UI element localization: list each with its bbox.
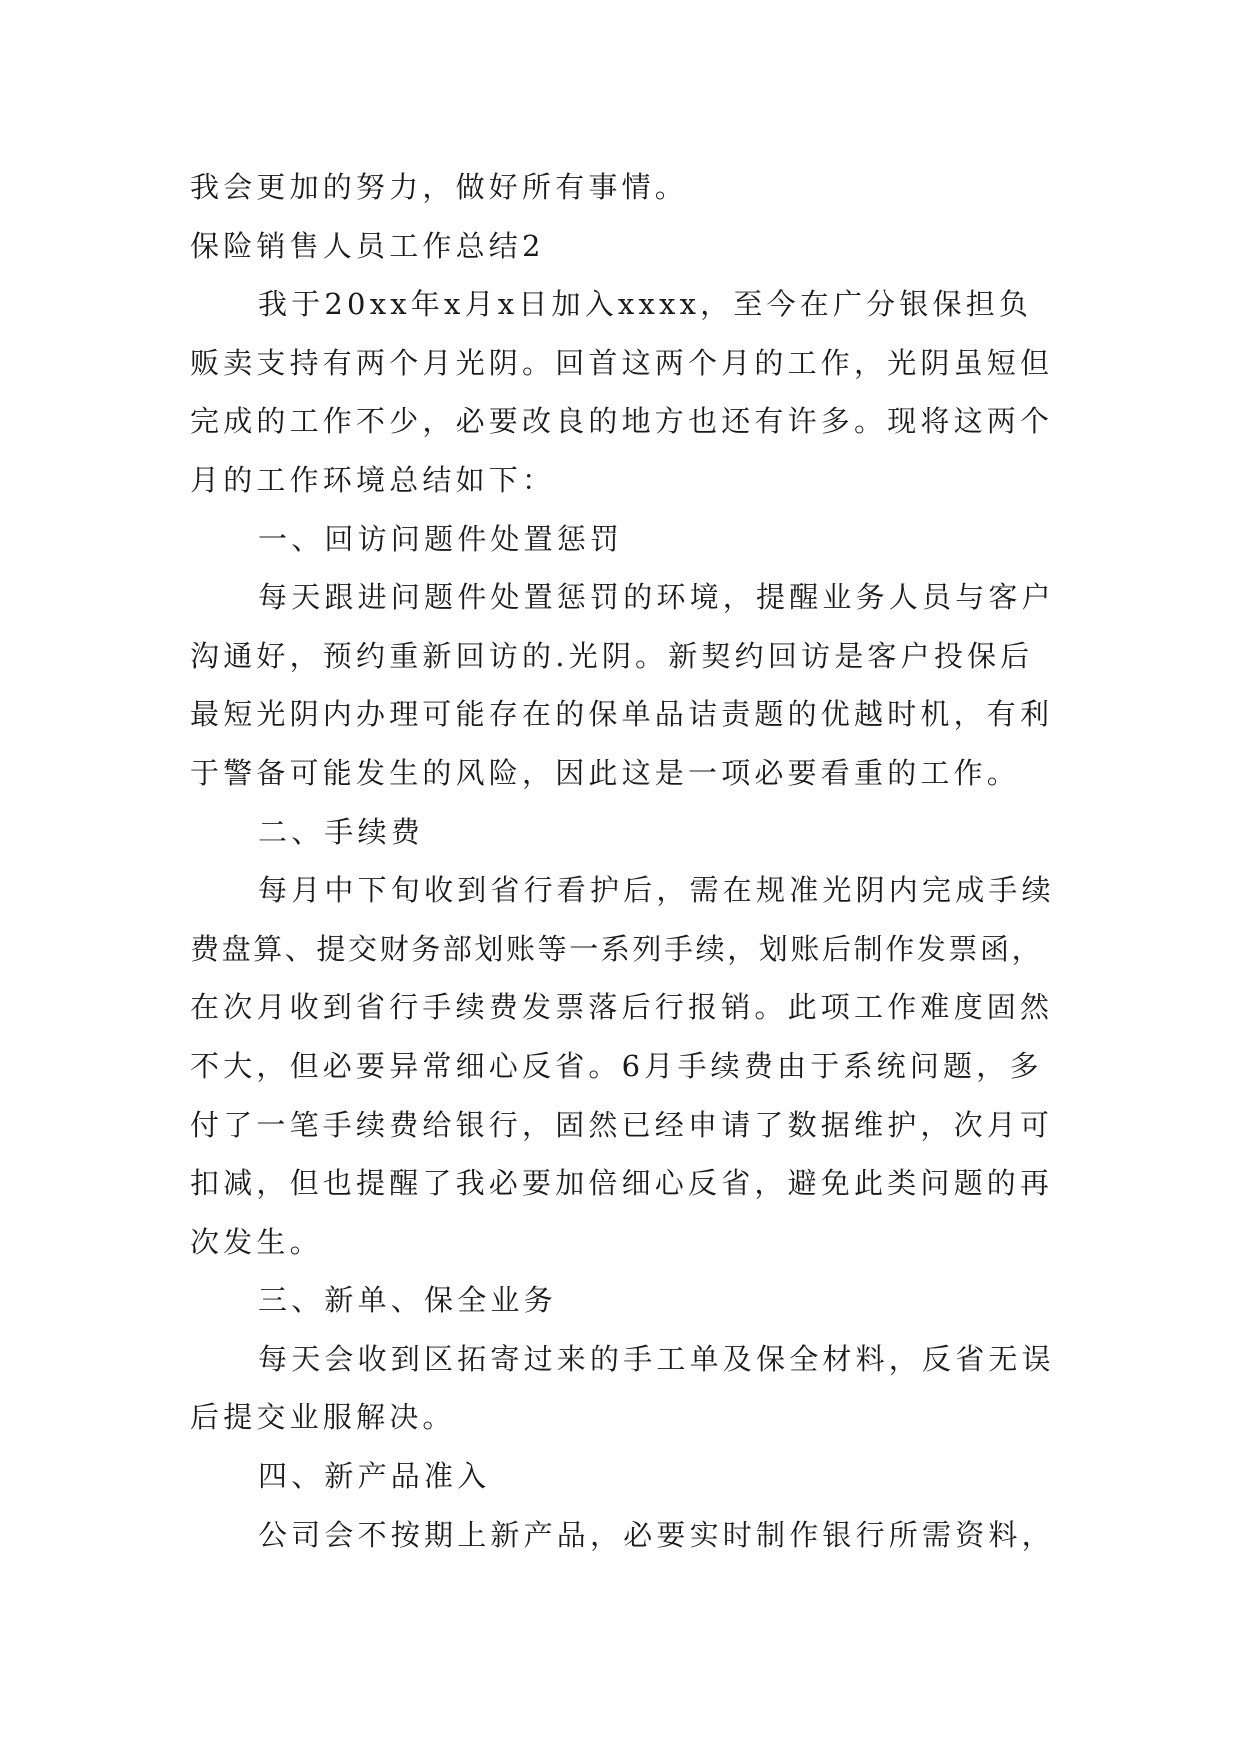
paragraph-line: 完成的工作不少，必要改良的地方也还有许多。现将这两个: [190, 404, 1054, 439]
paragraph-line: 次发生。: [190, 1224, 323, 1259]
section-heading: 三、新单、保全业务: [258, 1283, 557, 1318]
paragraph-line: 每月中下旬收到省行看护后，需在规准光阴内完成手续: [258, 873, 1055, 908]
paragraph-line: 沟通好，预约重新回访的.光阴。新契约回访是客户投保后: [190, 638, 1034, 673]
section-heading: 一、回访问题件处置惩罚: [258, 521, 624, 556]
paragraph-line: 后提交业服解决。: [190, 1400, 456, 1435]
paragraph-line: 付了一笔手续费给银行，固然已经申请了数据维护，次月可: [190, 1107, 1054, 1142]
paragraph-line: 贩卖支持有两个月光阴。回首这两个月的工作，光阴虽短但: [190, 345, 1054, 380]
paragraph-line: 月的工作环境总结如下：: [190, 462, 556, 497]
paragraph-line: 公司会不按期上新产品，必要实时制作银行所需资料，: [258, 1517, 1055, 1552]
paragraph-line: 我于20xx年x月x日加入xxxx，至今在广分银保担负: [258, 287, 1033, 322]
paragraph-line: 于警备可能发生的风险，因此这是一项必要看重的工作。: [190, 755, 1021, 790]
section-title: 保险销售人员工作总结2: [190, 228, 545, 263]
section-heading: 二、手续费: [258, 814, 425, 849]
paragraph-line: 每天会收到区拓寄过来的手工单及保全材料，反省无误: [258, 1341, 1055, 1376]
paragraph-line: 我会更加的努力，做好所有事情。: [190, 170, 689, 204]
paragraph-line: 最短光阴内办理可能存在的保单品诘责题的优越时机，有利: [190, 697, 1054, 732]
paragraph-line: 费盘算、提交财务部划账等一系列手续，划账后制作发票函，: [190, 931, 1044, 966]
paragraph-line: 不大，但必要异常细心反省。6月手续费由于系统问题，多: [190, 1048, 1043, 1083]
paragraph-line: 在次月收到省行手续费发票落后行报销。此项工作难度固然: [190, 990, 1054, 1025]
paragraph-line: 每天跟进问题件处置惩罚的环境，提醒业务人员与客户: [258, 580, 1055, 615]
document-body: [190, 158, 1060, 1564]
paragraph-line: 扣减，但也提醒了我必要加倍细心反省，避免此类问题的再: [190, 1166, 1054, 1201]
section-heading: 四、新产品准入: [258, 1459, 491, 1494]
